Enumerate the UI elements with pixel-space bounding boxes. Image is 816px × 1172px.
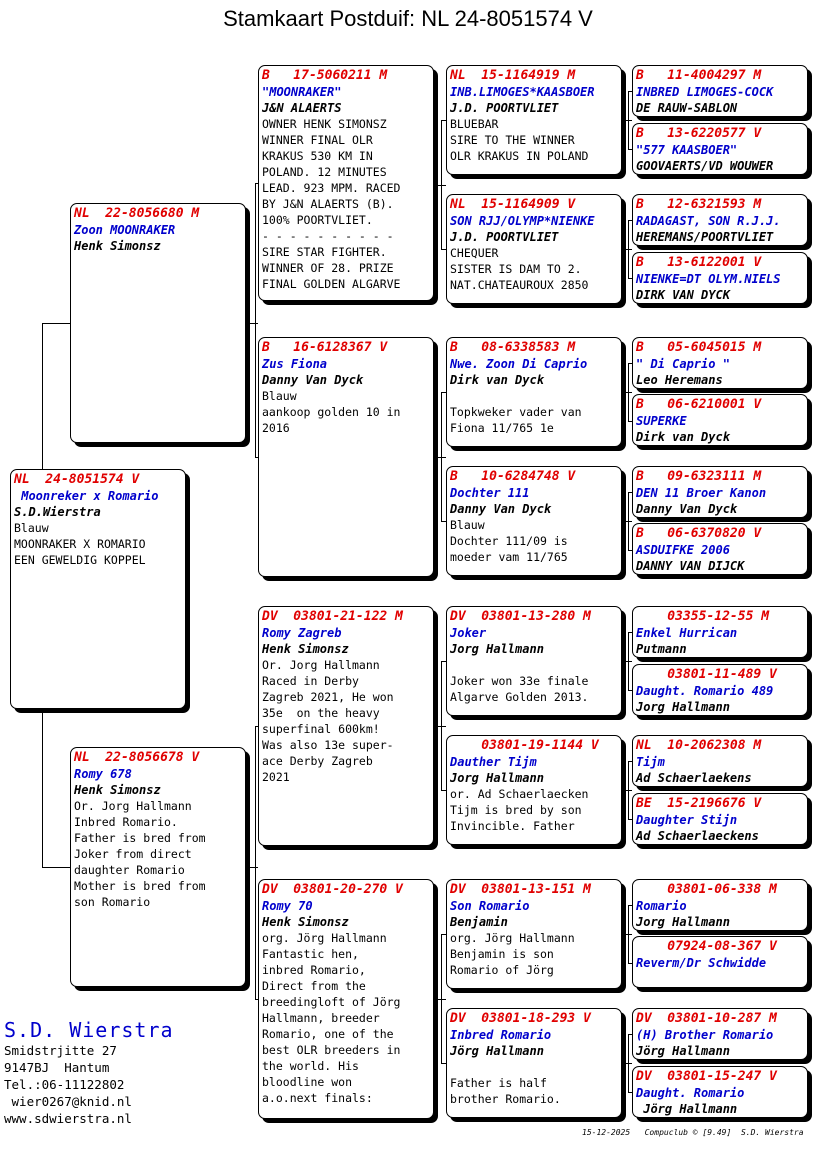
pigeon-card-fff[interactable] [446, 65, 622, 175]
owner-name: Leo Heremans [636, 373, 723, 387]
owner-name: Danny Van Dyck [636, 502, 738, 516]
ring-number: 07924-08-367 V [636, 939, 777, 954]
owner-name: Jörg Hallmann [450, 1044, 544, 1058]
remark-line: moeder vam 11/765 [450, 550, 568, 564]
pigeon-name: Daught. Romario [636, 1086, 745, 1100]
connector-line [434, 185, 446, 186]
remark-line: the world. His [262, 1059, 359, 1073]
pigeon-card-fm[interactable] [258, 337, 434, 577]
remark-line: Dochter 111/09 is [450, 534, 568, 548]
ring-number: NL 15-1164919 M [450, 68, 576, 83]
remark-line: Direct from the [262, 979, 366, 993]
pigeon-card-ffm[interactable] [446, 194, 622, 304]
pigeon-name: Dauther Tijm [450, 755, 537, 769]
connector-line [622, 249, 632, 250]
owner-name: Putmann [636, 642, 687, 656]
owner-name: Henk Simonsz [262, 915, 349, 929]
owner-name: Benjamin [450, 915, 508, 929]
owner-name: Henk Simonsz [74, 783, 161, 797]
remark-line: Benjamin is son [450, 947, 554, 961]
breeder-address-line: Smidstrjitte 27 [4, 1043, 117, 1058]
pigeon-name: Tijm [636, 755, 665, 769]
breeder-email: wier0267@knid.nl [4, 1094, 132, 1109]
owner-name: DIRK VAN DYCK [636, 288, 730, 302]
remark-line: Topkweker vader van [450, 405, 582, 419]
connector-line [42, 323, 43, 469]
remark-line: BLUEBAR [450, 117, 499, 131]
ring-number: B 05-6045015 M [636, 340, 762, 355]
pigeon-name: Romy Zagreb [262, 626, 342, 640]
pigeon-name: " Di Caprio " [636, 357, 730, 371]
ring-number: DV 03801-13-280 M [450, 609, 591, 624]
remark-line: Romario, one of the [262, 1027, 394, 1041]
pigeon-card-g4[interactable] [632, 252, 808, 304]
connector-line [434, 726, 446, 727]
connector-line [434, 999, 446, 1000]
connector-line [42, 867, 70, 868]
pigeon-card-g14[interactable] [632, 936, 808, 988]
remark-line [450, 657, 618, 673]
remark-line: Joker from direct [74, 847, 192, 861]
pigeon-name: Romy 70 [262, 899, 313, 913]
pigeon-card-g1[interactable] [632, 65, 808, 117]
owner-name: GOOVAERTS/VD WOUWER [636, 159, 774, 173]
pigeon-card-mfm[interactable] [446, 735, 622, 845]
owner-name: Jorg Hallmann [636, 915, 730, 929]
pigeon-card-mff[interactable] [446, 606, 622, 716]
remark-line: MOONRAKER X ROMARIO [14, 537, 146, 551]
owner-name: HEREMANS/POORTVLIET [636, 230, 774, 244]
remark-line: inbred Romario, [262, 963, 366, 977]
ring-number: DV 03801-20-270 V [262, 882, 403, 897]
pigeon-name: INBRED LIMOGES-COCK [636, 85, 774, 99]
pigeon-card-g7[interactable] [632, 466, 808, 518]
connector-line [255, 183, 256, 457]
remark-line: Joker won 33e finale [450, 674, 589, 688]
pigeon-name: Romy 678 [74, 767, 132, 781]
remark-line: NAT.CHATEAUROUX 2850 [450, 278, 589, 292]
remark-line: Inbred Romario. [74, 815, 178, 829]
remark-line: Invincible. Father [450, 819, 575, 833]
ring-number: NL 22-8056680 M [74, 206, 200, 221]
remark-line: SIRE STAR FIGHTER. [262, 245, 387, 259]
remark-line: son Romario [74, 895, 151, 909]
pigeon-name: Enkel Hurrican [636, 626, 738, 640]
remark-line: daughter Romario [74, 863, 185, 877]
owner-name: Jörg Hallmann [636, 1102, 738, 1116]
owner-name: Danny Van Dyck [450, 502, 552, 516]
remark-line: Fiona 11/765 1e [450, 421, 554, 435]
remark-line: aankoop golden 10 in [262, 405, 401, 419]
ring-number: NL 10-2062308 M [636, 738, 762, 753]
ring-number: 03801-11-489 V [636, 667, 777, 682]
pigeon-card-father[interactable] [70, 203, 246, 443]
connector-line [434, 457, 446, 458]
remark-line: breedingloft of Jörg [262, 995, 401, 1009]
remark-line: Mother is bred from [74, 879, 206, 893]
owner-name: Jorg Hallmann [450, 771, 544, 785]
ring-number: BE 15-2196676 V [636, 796, 762, 811]
remark-line: CHEQUER [450, 246, 499, 260]
remark-line: Tijm is bred by son [450, 803, 582, 817]
remark-line: Raced in Derby [262, 674, 359, 688]
owner-name: Henk Simonsz [74, 239, 161, 253]
footer-credit: 15-12-2025 Compuclub © [9.49] S.D. Wierstra [582, 1128, 804, 1137]
pigeon-card-mmf[interactable] [446, 879, 622, 989]
remark-line [450, 1059, 618, 1075]
breeder-address-line: 9147BJ Hantum [4, 1060, 110, 1075]
pigeon-card-g2[interactable] [632, 123, 808, 175]
connector-line [622, 521, 632, 522]
pigeon-card-fmf[interactable] [446, 337, 622, 447]
breeder-website: www.sdwierstra.nl [4, 1111, 132, 1126]
pigeon-card-mmm[interactable] [446, 1008, 622, 1118]
owner-name: S.D.Wierstra [14, 505, 101, 519]
pigeon-card-g13[interactable] [632, 879, 808, 931]
pigeon-name: Zoon MOONRAKER [74, 223, 176, 237]
connector-line [622, 120, 632, 121]
remark-line: 2021 [262, 770, 290, 784]
connector-line [622, 392, 632, 393]
pigeon-card-mm[interactable] [258, 879, 434, 1119]
remark-line: BY J&N ALAERTS (B). [262, 197, 394, 211]
owner-name: J&N ALAERTS [262, 101, 342, 115]
ring-number: B 08-6338583 M [450, 340, 576, 355]
pigeon-name: Romario [636, 899, 687, 913]
remark-line: Hallmann, breeder [262, 1011, 380, 1025]
pigeon-card-g9[interactable] [632, 606, 808, 658]
ring-number: B 13-6220577 V [636, 126, 762, 141]
connector-line [250, 323, 258, 324]
connector-line [255, 726, 256, 999]
pigeon-name: SON RJJ/OLYMP*NIENKE [450, 214, 595, 228]
remark-line: EEN GEWELDIG KOPPEL [14, 553, 146, 567]
pigeon-name: Dochter 111 [450, 486, 530, 500]
remark-line: Blauw [262, 389, 297, 403]
pigeon-name: Son Romario [450, 899, 530, 913]
remark-line: superfinal 600km! [262, 722, 380, 736]
pigeon-name: Reverm/Dr Schwidde [636, 956, 767, 970]
remark-line: bloodline won [262, 1075, 353, 1089]
remark-line: best OLR breeders in [262, 1043, 401, 1057]
ring-number: DV 03801-13-151 M [450, 882, 591, 897]
pigeon-name: Zus Fiona [262, 357, 328, 371]
pigeon-name: (H) Brother Romario [636, 1028, 774, 1042]
ring-number: NL 24-8051574 V [14, 472, 140, 487]
remark-line: Or. Jorg Hallmann [74, 799, 192, 813]
pigeon-card-g6[interactable] [632, 394, 808, 446]
owner-name: Ad Schaerlaeckens [636, 829, 759, 843]
pigeon-name: Moonreker x Romario [14, 489, 159, 503]
remark-line: Blauw [14, 521, 49, 535]
remark-line: or. Ad Schaerlaecken [450, 787, 589, 801]
remark-line: a.o.next finals: [262, 1091, 373, 1105]
connector-line [42, 709, 43, 867]
ring-number: 03355-12-55 M [636, 609, 770, 624]
remark-line: org. Jörg Hallmann [262, 931, 387, 945]
owner-name: Ad Schaerlaekens [636, 771, 752, 785]
remark-line [450, 388, 618, 404]
owner-name: Danny Van Dyck [262, 373, 364, 387]
pigeon-name: SUPERKE [636, 414, 687, 428]
pigeon-card-subject[interactable] [10, 469, 186, 709]
pigeon-name: Inbred Romario [450, 1028, 552, 1042]
ring-number: B 16-6128367 V [262, 340, 388, 355]
remark-line: brother Romario. [450, 1092, 561, 1106]
breeder-name: S.D. Wierstra [4, 1018, 174, 1042]
owner-name: Henk Simonsz [262, 642, 349, 656]
remark-line: - - - - - - - - - - [262, 229, 394, 243]
remark-line: Zagreb 2021, He won [262, 690, 394, 704]
remark-line: FINAL GOLDEN ALGARVE [262, 277, 401, 291]
pigeon-card-g15[interactable] [632, 1008, 808, 1060]
connector-line [622, 790, 632, 791]
connector-line [42, 323, 70, 324]
pigeon-name: Daughter Stijn [636, 813, 738, 827]
pigeon-card-fmm[interactable] [446, 466, 622, 576]
ring-number: 03801-06-338 M [636, 882, 777, 897]
owner-name: Dirk van Dyck [450, 373, 544, 387]
remark-line: WINNER OF 28. PRIZE [262, 261, 394, 275]
remark-line: SIRE TO THE WINNER [450, 133, 575, 147]
owner-name: J.D. POORTVLIET [450, 230, 559, 244]
remark-line: LEAD. 923 MPM. RACED [262, 181, 401, 195]
ring-number: 03801-19-1144 V [450, 738, 599, 753]
owner-name: Dirk van Dyck [636, 430, 730, 444]
pigeon-name: Joker [450, 626, 487, 640]
remark-line: Father is half [450, 1076, 547, 1090]
breeder-info [4, 1018, 174, 1127]
remark-line: Fantastic hen, [262, 947, 359, 961]
remark-line: Romario of Jörg [450, 963, 554, 977]
ring-number: B 06-6210001 V [636, 397, 762, 412]
remark-line: Algarve Golden 2013. [450, 690, 589, 704]
owner-name: DE RAUW-SABLON [636, 101, 738, 115]
ring-number: NL 15-1164909 V [450, 197, 576, 212]
pigeon-name: DEN 11 Broer Kanon [636, 486, 767, 500]
remark-line: ace Derby Zagreb [262, 754, 373, 768]
ring-number: B 17-5060211 M [262, 68, 388, 83]
pigeon-name: "577 KAASBOER" [636, 143, 738, 157]
remark-line: 100% POORTVLIET. [262, 213, 373, 227]
connector-line [622, 934, 632, 935]
pigeon-name: NIENKE=DT OLYM.NIELS [636, 272, 781, 286]
pigeon-card-g16[interactable] [632, 1066, 808, 1118]
pigeon-card-g11[interactable] [632, 735, 808, 787]
remark-line: Blauw [450, 518, 485, 532]
ring-number: DV 03801-15-247 V [636, 1069, 777, 1084]
ring-number: DV 03801-21-122 M [262, 609, 403, 624]
remark-line: SISTER IS DAM TO 2. [450, 262, 582, 276]
remark-line: 35e on the heavy [262, 706, 380, 720]
owner-name: DANNY VAN DIJCK [636, 559, 745, 573]
ring-number: B 12-6321593 M [636, 197, 762, 212]
remark-line: OWNER HENK SIMONSZ [262, 117, 387, 131]
ring-number: NL 22-8056678 V [74, 750, 200, 765]
ring-number: B 09-6323111 M [636, 469, 762, 484]
ring-number: B 06-6370820 V [636, 526, 762, 541]
pigeon-name: Daught. Romario 489 [636, 684, 774, 698]
connector-line [622, 661, 632, 662]
pigeon-card-g5[interactable] [632, 337, 808, 389]
remark-line: Father is bred from [74, 831, 206, 845]
pigeon-name: RADAGAST, SON R.J.J. [636, 214, 781, 228]
owner-name: J.D. POORTVLIET [450, 101, 559, 115]
remark-line: Was also 13e super- [262, 738, 394, 752]
pigeon-card-g3[interactable] [632, 194, 808, 246]
pigeon-name: ASDUIFKE 2006 [636, 543, 730, 557]
pigeon-name: INB.LIMOGES*KAASBOER [450, 85, 595, 99]
pigeon-card-mother[interactable] [70, 747, 246, 987]
pigeon-card-mf[interactable] [258, 606, 434, 846]
pigeon-name: "MOONRAKER" [262, 85, 342, 99]
owner-name: Jörg Hallmann [636, 1044, 730, 1058]
connector-line [622, 1063, 632, 1064]
remark-line: Or. Jorg Hallmann [262, 658, 380, 672]
ring-number: B 13-6122001 V [636, 255, 762, 270]
remark-line: WINNER FINAL OLR [262, 133, 373, 147]
ring-number: B 10-6284748 V [450, 469, 576, 484]
remark-line: KRAKUS 530 KM IN [262, 149, 373, 163]
pigeon-card-ff[interactable] [258, 65, 434, 301]
pigeon-card-g10[interactable] [632, 664, 808, 716]
connector-line [250, 867, 258, 868]
remark-line: OLR KRAKUS IN POLAND [450, 149, 589, 163]
ring-number: DV 03801-18-293 V [450, 1011, 591, 1026]
remark-line: org. Jörg Hallmann [450, 931, 575, 945]
breeder-phone: Tel.:06-11122802 [4, 1077, 125, 1092]
remark-line: 2016 [262, 421, 290, 435]
owner-name: Jorg Hallmann [450, 642, 544, 656]
page-title: Stamkaart Postduif: NL 24-8051574 V [223, 6, 593, 31]
ring-number: DV 03801-10-287 M [636, 1011, 777, 1026]
pigeon-name: Nwe. Zoon Di Caprio [450, 357, 588, 371]
remark-line: POLAND. 12 MINUTES [262, 165, 387, 179]
pigeon-card-g12[interactable] [632, 793, 808, 845]
owner-name: Jorg Hallmann [636, 700, 730, 714]
ring-number: B 11-4004297 M [636, 68, 762, 83]
pigeon-card-g8[interactable] [632, 523, 808, 575]
